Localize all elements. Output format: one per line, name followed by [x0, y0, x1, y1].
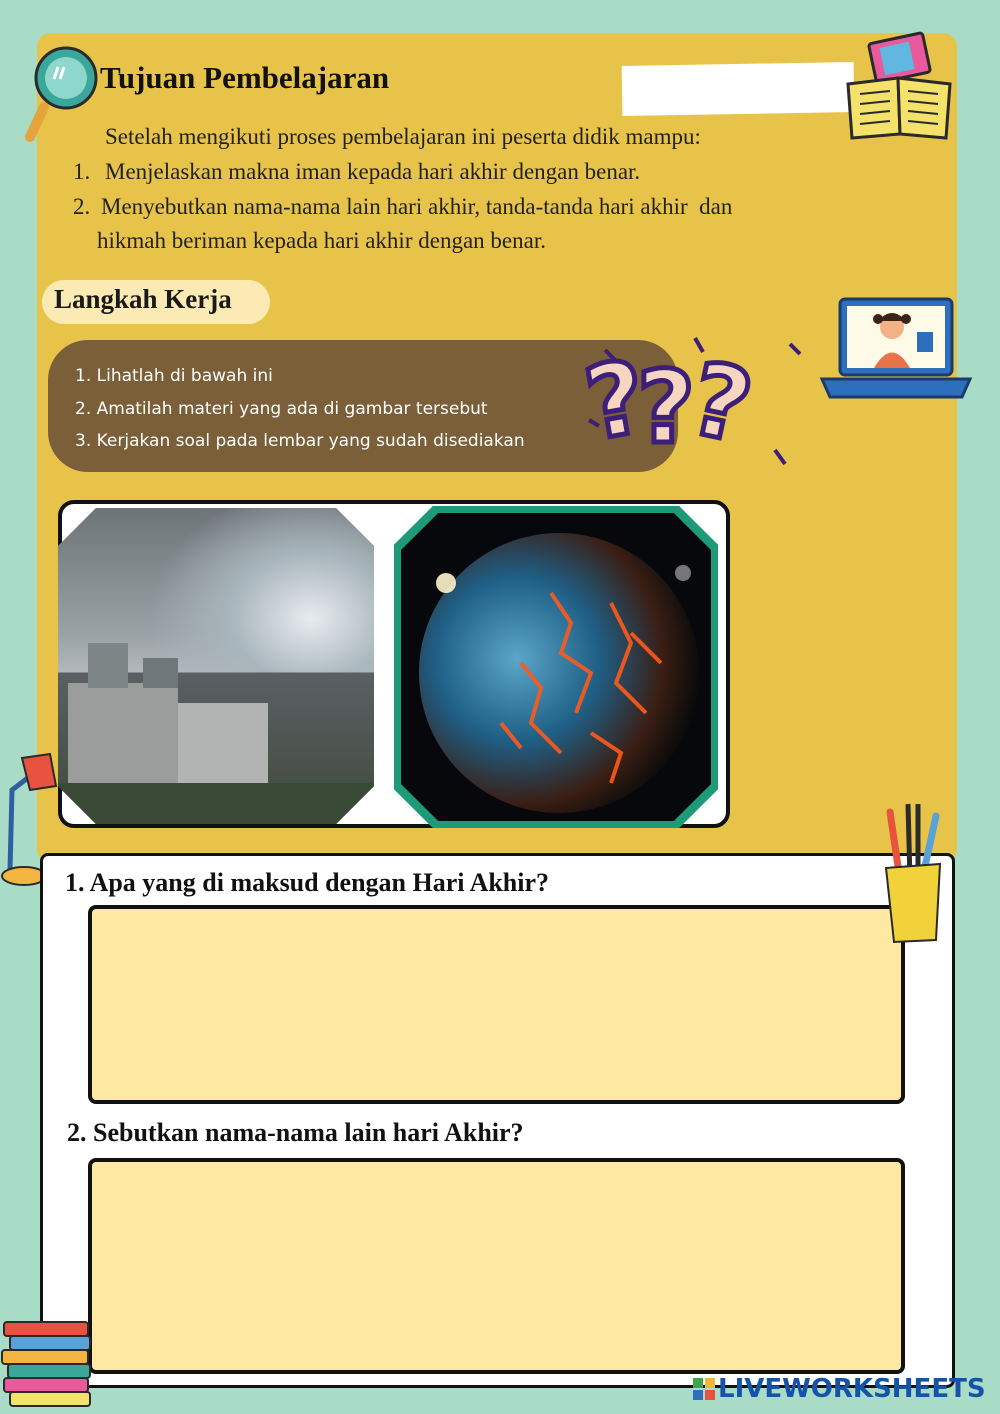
pencil-cup-icon: [878, 800, 948, 945]
objective-1-number: 1.: [73, 159, 91, 184]
step-item-2: 2. Amatilah materi yang ada di gambar tersebut: [75, 399, 488, 419]
answer-field-1[interactable]: [88, 905, 905, 1104]
question-marks-icon: [577, 330, 810, 470]
laptop-teacher-icon: [822, 297, 972, 402]
footer-brand[interactable]: LIVEWORKSHEETS: [718, 1374, 986, 1404]
tsunami-image: [58, 508, 374, 824]
question-2: 2. Sebutkan nama-nama lain hari Akhir?: [67, 1118, 524, 1147]
svg-text:?: ?: [680, 339, 762, 467]
magnifier-icon: [22, 45, 102, 145]
objectives-intro: Setelah mengikuti proses pembelajaran ini peserta didik mampu:: [105, 124, 701, 149]
objective-2-text: Menyebutkan nama-nama lain hari akhir, tanda-tanda hari akhir dan: [101, 194, 733, 219]
step-item-3: 3. Kerjakan soal pada lembar yang sudah disediakan: [75, 431, 525, 451]
burning-earth-image: [401, 513, 711, 821]
notebook-icon: [842, 34, 957, 144]
book-stack-icon: [0, 1318, 95, 1414]
step-item-1: 1. Lihatlah di bawah ini: [75, 366, 273, 386]
svg-text:?: ?: [637, 349, 696, 466]
objective-2-number: 2.: [73, 194, 91, 219]
earth-drawing: [401, 513, 711, 821]
objective-1-text: Menjelaskan makna iman kepada hari akhir dengan benar.: [105, 159, 641, 184]
liveworksheets-logo-icon: [693, 1378, 715, 1400]
objective-2-text-cont: hikmah beriman kepada hari akhir dengan benar.: [97, 228, 546, 253]
question-1: 1. Apa yang di maksud dengan Hari Akhir?: [65, 868, 550, 897]
white-label-tape: [622, 62, 855, 116]
answer-field-2[interactable]: [88, 1158, 905, 1374]
steps-label: Langkah Kerja: [42, 280, 270, 324]
svg-text:?: ?: [577, 337, 655, 464]
page-title: Tujuan Pembelajaran: [100, 60, 390, 95]
